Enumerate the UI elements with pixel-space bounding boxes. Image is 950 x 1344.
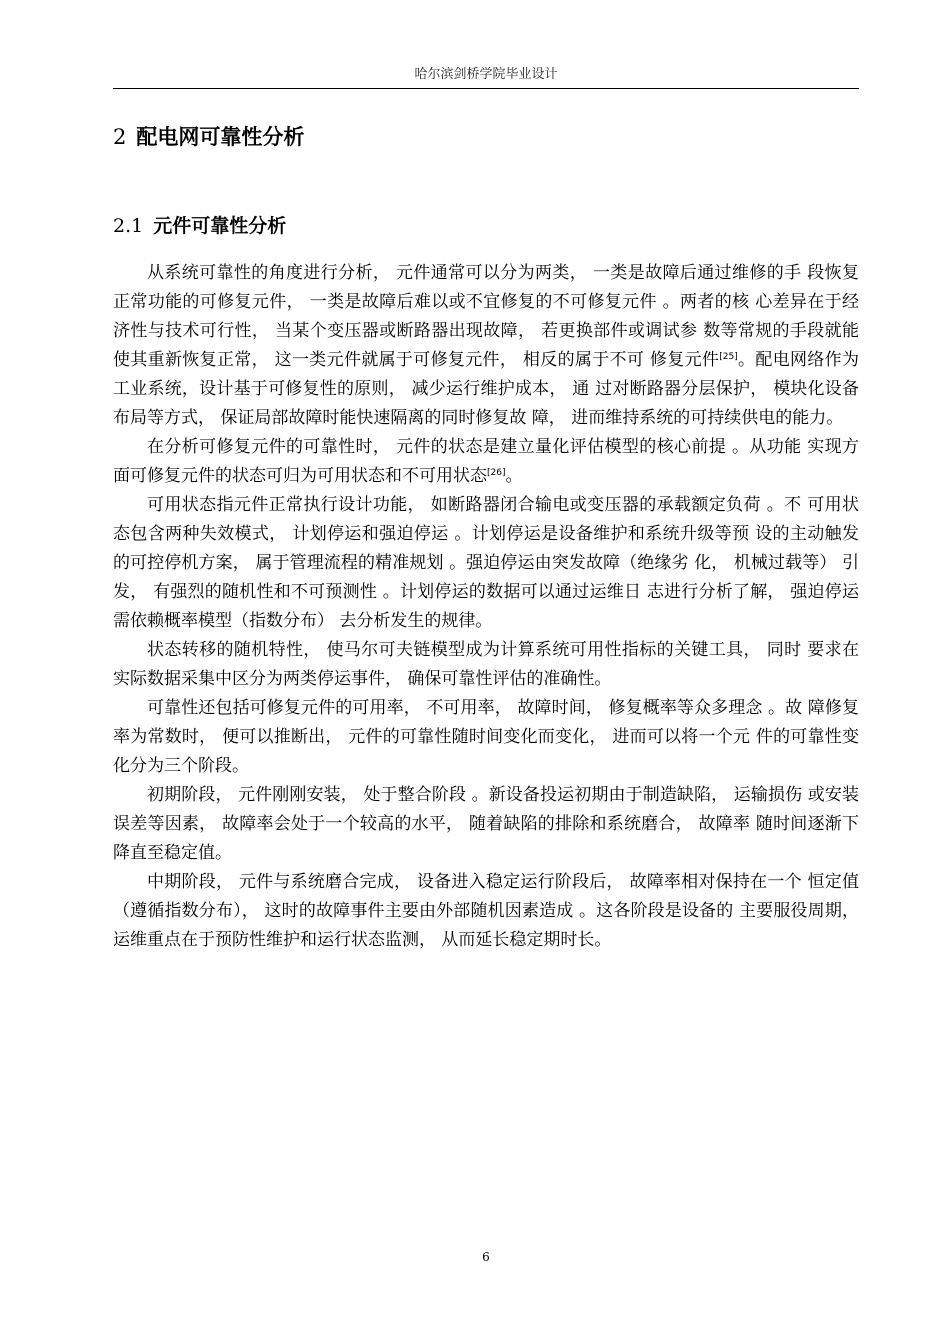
- paragraph-text: 可靠性还包括可修复元件的可用率， 不可用率， 故障时间， 修复概率等众多理念 。故 障修复率为常数时， 便可以推断出， 元件的可靠性随时间变化而变化， 进而可以将一个元 件的可靠性变化分为三个阶段。: [113, 698, 859, 776]
- chapter-heading: [113, 122, 304, 152]
- paragraph-text: 状态转移的随机特性， 使马尔可夫链模型成为计算系统可用性指标的关键工具， 同时 要求在实际数据采集中区分为两类停运事件， 确保可靠性评估的准确性。: [113, 640, 859, 689]
- paragraph-6: [113, 781, 859, 868]
- paragraph-1: [113, 259, 859, 433]
- paragraph-text: 初期阶段， 元件刚刚安装， 处于整合阶段 。新设备投运初期由于制造缺陷， 运输损伤 或安装误差等因素， 故障率会处于一个较高的水平， 随着缺陷的排除和系统磨合， 故障率 随时间逐渐下降直至稳定值。: [113, 785, 859, 863]
- page-number: 6: [482, 1250, 490, 1264]
- paragraph-4: [113, 636, 859, 694]
- chapter-number: 2: [113, 125, 127, 149]
- paragraph-7: [113, 868, 859, 955]
- paragraph-text: 从系统可靠性的角度进行分析， 元件通常可以分为两类， 一类是故障后通过维修的手 段恢复正常功能的可修复元件， 一类是故障后难以或不宜修复的不可修复元件 。两者的核 心差异在于经济性与技术可行性， 当某个变压器或断路器出现故障， 若更换部件或调试参 数等常规的手段就能使其重新恢复正常， 这一类元件就属于可修复元件， 相反的属于不可 修复元件: [113, 263, 859, 370]
- paragraph-3: [113, 491, 859, 636]
- section-title: 元件可靠性分析: [153, 215, 287, 237]
- paragraph-text: 可用状态指元件正常执行设计功能， 如断路器闭合输电或变压器的承载额定负荷 。不 可用状态包含两种失效模式， 计划停运和强迫停运 。计划停运是设备维护和系统升级等预 设的主动触发的可控停机方案， 属于管理流程的精准规划 。强迫停运由突发故障（绝缘劣 化， 机械过载等） 引发， 有强烈的随机性和不可预测性 。计划停运的数据可以通过运维日 志进行分析了解， 强迫停运需依赖概率模型（指数分布） 去分析发生的规律。: [113, 495, 859, 631]
- paragraph-text: 中期阶段， 元件与系统磨合完成， 设备进入稳定运行阶段后， 故障率相对保持在一个 恒定值（遵循指数分布）， 这时的故障事件主要由外部随机因素造成 。这各阶段是设备的 主要服役周期， 运维重点在于预防性维护和运行状态监测， 从而延长稳定期时长。: [113, 872, 859, 950]
- paragraph-tail: 。: [505, 466, 523, 486]
- section-number: 2.1: [113, 215, 144, 237]
- citation-25: [25]: [719, 352, 738, 362]
- paragraph-tail: 。配电网络作为工业系统，设计基于可修复性的原则， 减少运行维护成本， 通 过对断路器分层保护， 模块化设备布局等方式， 保证局部故障时能快速隔离的同时修复故 障， 进而维持系统的可持续供电的能力。: [113, 350, 859, 428]
- citation-26: [26]: [487, 468, 506, 478]
- running-header: 哈尔滨剑桥学院毕业设计: [414, 67, 558, 82]
- header-divider: [113, 88, 859, 89]
- paragraph-text: 在分析可修复元件的可靠性时， 元件的状态是建立量化评估模型的核心前提 。从功能 实现方面可修复元件的状态可归为可用状态和不可用状态: [113, 437, 859, 486]
- paragraph-5: [113, 694, 859, 781]
- paragraph-2: [113, 433, 859, 491]
- section-heading: [113, 212, 286, 240]
- body-text: [113, 259, 859, 955]
- chapter-title: 配电网可靠性分析: [136, 125, 305, 149]
